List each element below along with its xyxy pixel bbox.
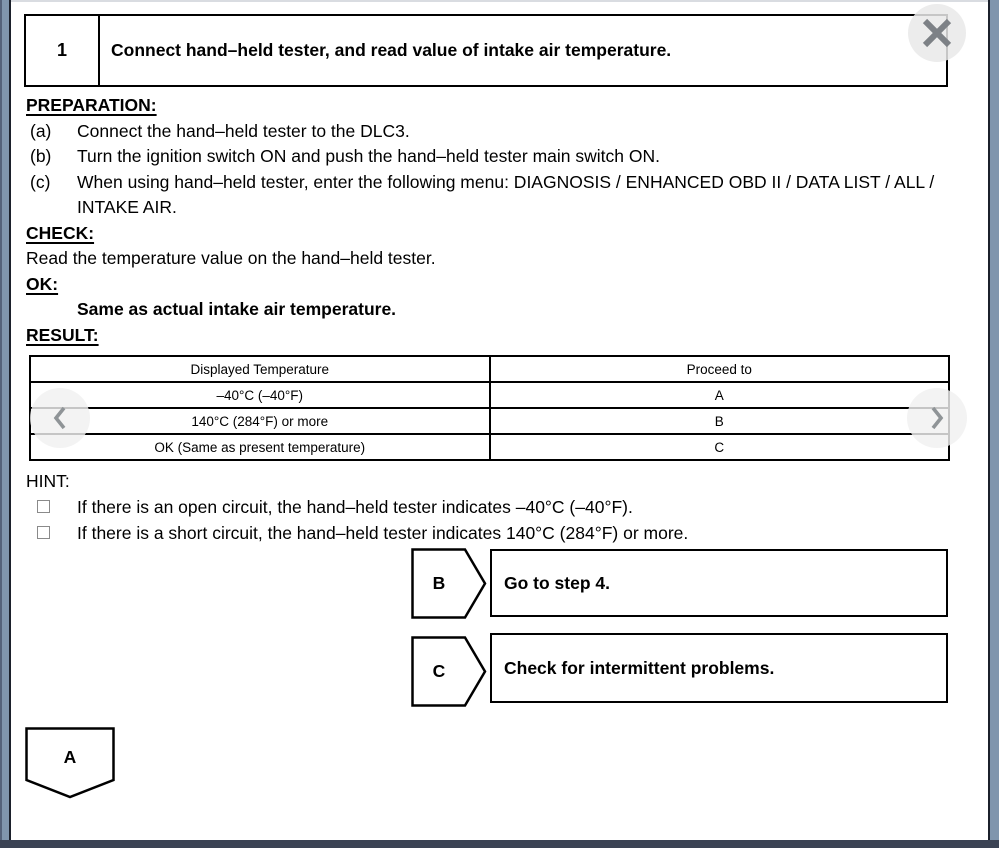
table-row [30,382,949,408]
connector-letter: B [432,573,446,593]
check-heading: CHECK: [26,222,95,243]
list-item-text: Connect the hand–held tester to the DLC3. [77,120,410,141]
chevron-left-icon [49,404,71,432]
chevron-right-icon [926,404,948,432]
continuation-badge-a [25,727,115,799]
preparation-heading: PREPARATION: [26,95,157,115]
continuation-letter: A [63,746,77,767]
check-text: Read the temperature value on the hand–held tester. [26,248,436,268]
list-item-text: Turn the ignition switch ON and push the hand–held tester main switch ON. [77,146,660,166]
close-button[interactable] [908,4,966,62]
action-box-b: Go to step 4. [490,549,948,617]
list-item-label: (b) [30,146,52,166]
ok-heading: OK: [26,273,59,294]
list-item [26,170,954,221]
table-row [30,434,949,460]
page-right-border [988,0,999,841]
connector-badge-b [411,548,487,619]
table-header-cell: Proceed to [490,356,950,382]
next-page-button[interactable] [907,388,967,448]
page-left-border [0,0,11,841]
hint-item [26,494,954,520]
table-header-row [30,356,949,382]
list-item-label: (a) [30,120,52,141]
table-cell-proceed: B [490,408,950,434]
document-body [26,93,954,348]
close-icon [919,15,955,51]
hint-section [26,468,954,546]
square-bullet-icon [37,526,50,539]
table-header-cell: Displayed Temperature [30,356,490,382]
step-header-box [24,14,948,87]
list-item [26,144,954,170]
hint-heading: HINT: [26,471,70,491]
table-cell-proceed: C [490,434,950,460]
hint-item [26,520,954,546]
table-cell-temperature: –40°C (–40°F) [30,382,490,408]
connector-badge-c [411,636,487,707]
step-title: Connect hand–held tester, and read value of intake air temperature. [111,40,672,60]
hint-item-text: If there is a short circuit, the hand–held tester indicates 140°C (284°F) or more. [77,523,689,543]
connector-letter: C [432,661,446,681]
table-cell-temperature: 140°C (284°F) or more [30,408,490,434]
step-number: 1 [26,16,100,85]
result-heading: RESULT: [26,324,99,345]
bottom-bar [0,840,999,848]
action-box-c: Check for intermittent problems. [490,633,948,703]
result-table [29,355,950,461]
square-bullet-icon [37,500,50,513]
page-top-edge [0,0,999,2]
table-cell-temperature: OK (Same as present temperature) [30,434,490,460]
hint-item-text: If there is an open circuit, the hand–held tester indicates –40°C (–40°F). [77,497,633,517]
list-item-label: (c) [30,171,51,192]
ok-text: Same as actual intake air temperature. [77,299,397,319]
list-item-text: When using hand–held tester, enter the following menu: DIAGNOSIS / ENHANCED OBD II / DATA LIST / ALL / INTAKE AIR. [77,171,935,217]
previous-page-button[interactable] [30,388,90,448]
table-cell-proceed: A [490,382,950,408]
table-row [30,408,949,434]
list-item [26,119,954,145]
